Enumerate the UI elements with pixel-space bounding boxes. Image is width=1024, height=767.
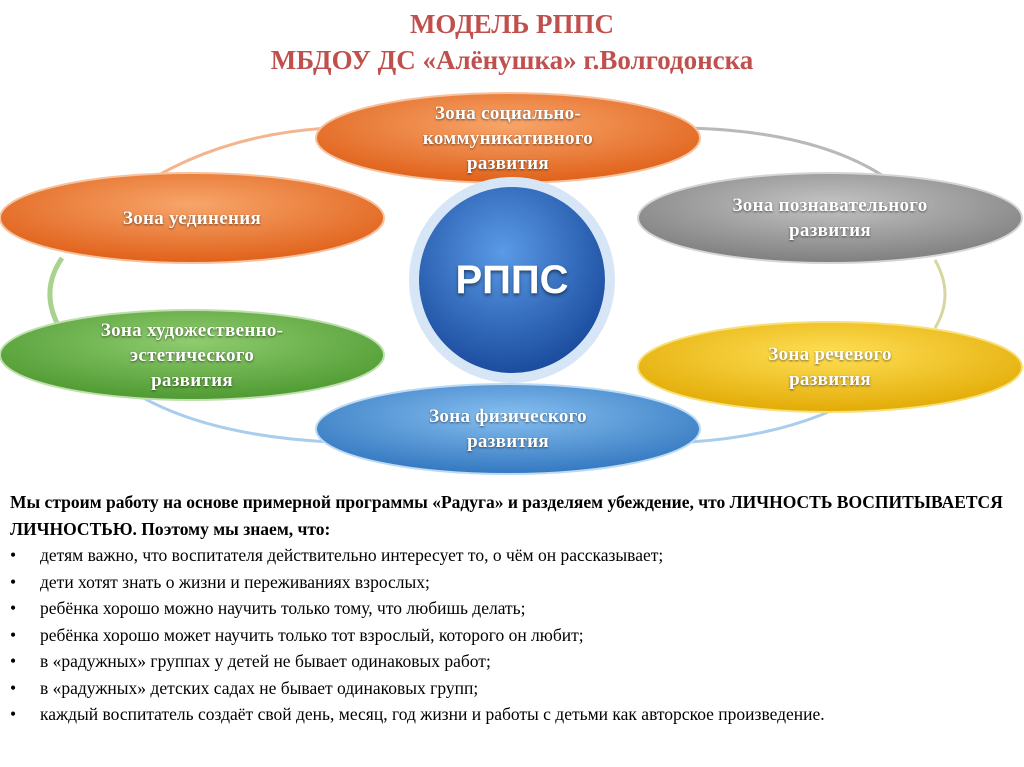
beliefs-list bbox=[10, 542, 1014, 728]
rpps-diagram bbox=[0, 90, 1024, 485]
zone-art-label: Зона художественно- эстетического развития bbox=[100, 319, 284, 391]
list-item: • в «радужных» детских садах не бывает одинаковых групп; bbox=[10, 675, 1014, 702]
intro-paragraph: Мы строим работу на основе примерной программы «Радуга» и разделяем убеждение, что ЛИЧНОСТЬ ВОСПИТЫВАЕТСЯ ЛИЧНОСТЬЮ. Поэтому мы знаем, что: bbox=[10, 492, 1003, 539]
list-item: • дети хотят знать о жизни и переживаниях взрослых; bbox=[10, 569, 1014, 596]
list-item: • в «радужных» группах у детей не бывает одинаковых работ; bbox=[10, 648, 1014, 675]
zone-solitude-label: Зона уединения bbox=[122, 207, 262, 229]
center-label: РППС bbox=[455, 257, 569, 302]
list-item: • детям важно, что воспитателя действительно интересует то, о чём он рассказывает; bbox=[10, 542, 1014, 569]
slide-title bbox=[0, 6, 1024, 78]
list-item: • ребёнка хорошо можно научить только тому, что любишь делать; bbox=[10, 595, 1014, 622]
ring-arc-right bbox=[935, 260, 945, 328]
description-block bbox=[10, 489, 1014, 728]
list-item: • каждый воспитатель создаёт свой день, месяц, год жизни и работы с детьми как авторское произведение. bbox=[10, 701, 1014, 728]
zone-speech-label: Зона речевого развития bbox=[768, 344, 892, 390]
zone-social-label: Зона социально- коммуникативного развития bbox=[422, 102, 594, 174]
title-line-1: МОДЕЛЬ РППС bbox=[409, 9, 615, 39]
zone-cognitive-label: Зона познавательного развития bbox=[732, 195, 928, 241]
title-line-2: МБДОУ ДС «Алёнушка» г.Волгодонска bbox=[270, 45, 754, 75]
zone-physical-label: Зона физического развития bbox=[429, 406, 587, 452]
list-item: • ребёнка хорошо может научить только тот взрослый, которого он любит; bbox=[10, 622, 1014, 649]
